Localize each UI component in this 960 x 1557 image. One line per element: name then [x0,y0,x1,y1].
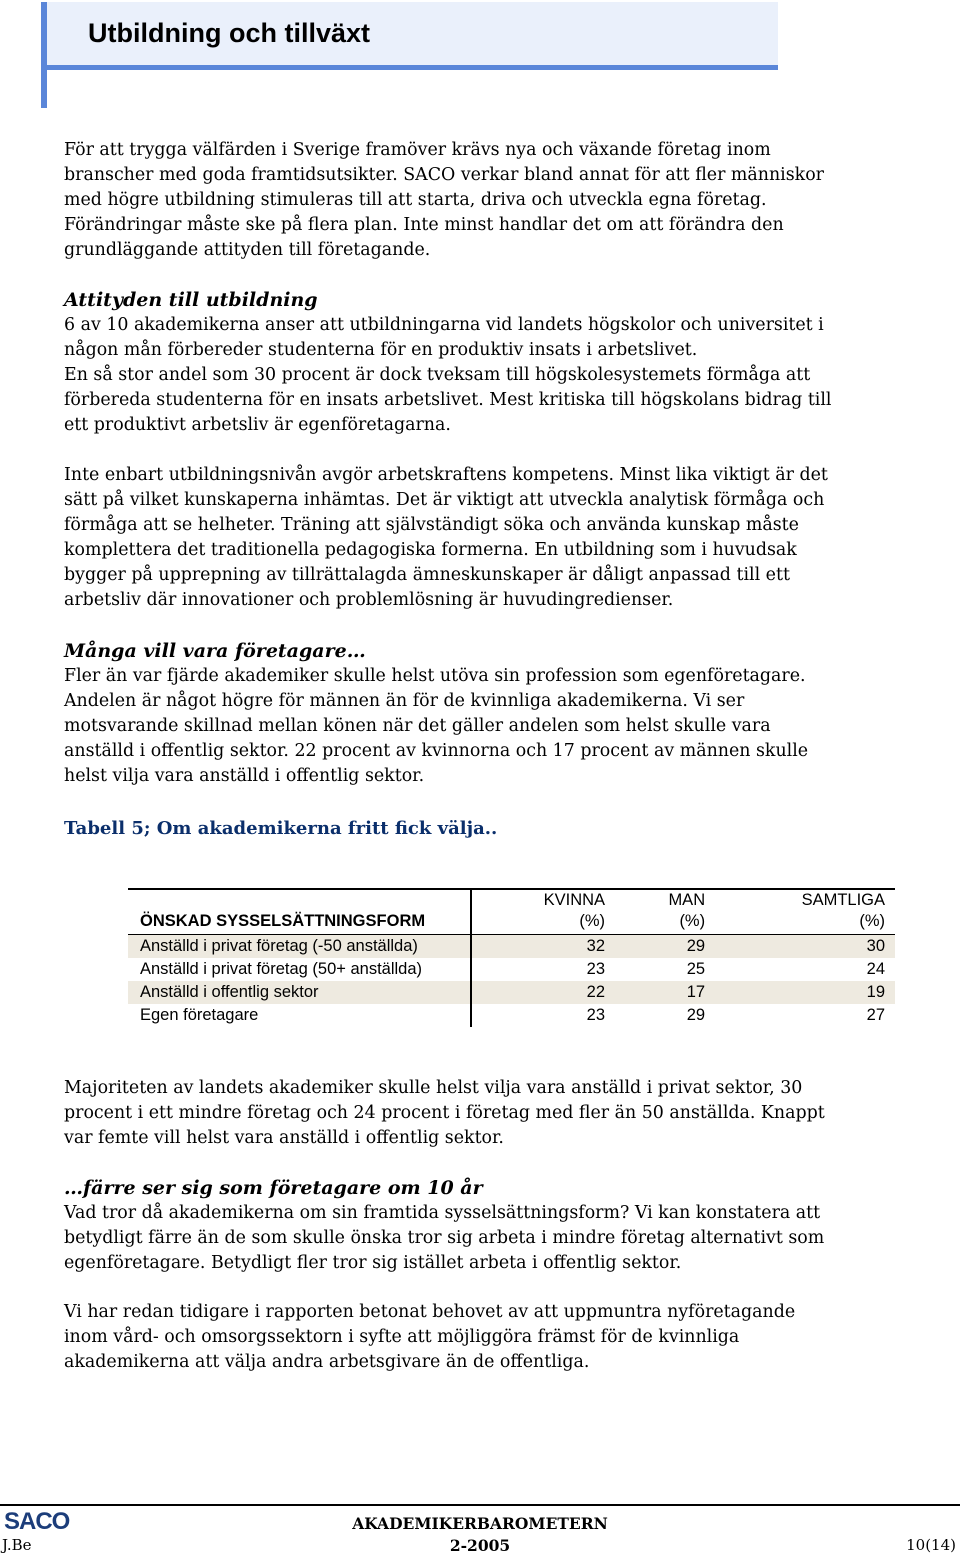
table-cell-man: 17 [615,981,715,1004]
table-header-man: MAN (%) [615,889,715,935]
table-cell-samtliga: 27 [866,1006,885,1024]
after-table-paragraph: Majoriteten av landets akademiker skulle helst vilja vara anställd i privat sektor, 30 procent i ett mindre företag och 24 procent i företag med fler än 50 anställda. Knappt var femte vill helst vara anställd i offentlig sektor. [64,1078,825,1148]
section-farre [64,1176,954,1276]
table-row [128,935,895,959]
saco-logo: SACO [4,1508,70,1535]
footer-publication: AKADEMIKERBAROMETERN [352,1514,608,1533]
section-attityden-paragraph-2: Inte enbart utbildningsnivån avgör arbetskraftens kompetens. Minst lika viktigt är det sätt på vilket kunskaperna inhämtas. Det är viktigt att utveckla analytisk förmåga och förmåga att se helheter. Träning att självständigt söka och använda kunskap måste komplettera det traditionella pedagogiska formerna. En utbildning som i huvudsak bygger på upprepning av tillrättalagda ämneskunskaper är dåligt anpassad till ett arbetsliv där innovationer och problemlösning är huvudingredienser. [64,465,828,610]
table-header-kvinna: KVINNA (%) [471,889,615,935]
section-farre-cont [64,1300,954,1375]
employment-preference-table [128,888,895,1027]
table-caption: Tabell 5; Om akademikerna fritt fick välja.. [64,818,498,839]
footer-page-number: 10(14) [906,1536,956,1554]
table-header-form: ÖNSKAD SYSSELSÄTTNINGSFORM [128,889,471,935]
section-attityden-paragraph-1: 6 av 10 akademikerna anser att utbildningarna vid landets högskolor och universitet i någon mån förbereder studenterna för en produktiv insats i arbetslivet. En så stor andel som 30 procent är dock tveksam till högskolesystemets förmåga att förbereda studenterna för en insats arbetslivet. Mest kritiska till högskolans bidrag till ett produktivt arbetsliv är egenföretagarna. [64,315,832,435]
section-attityden [64,288,954,438]
table-cell-label: Egen företagare [128,1004,471,1027]
table-cell-kvinna: 32 [471,935,615,959]
section-heading-farre: …färre ser sig som företagare om 10 år [64,1177,483,1199]
table-cell-samtliga: 24 [866,960,885,978]
table-row [128,981,895,1004]
table-cell-man: 25 [686,960,706,978]
after-table-block [64,1076,954,1151]
table-header-samtliga: SAMTLIGA (%) [715,889,895,935]
section-foretagare-paragraph: Fler än var fjärde akademiker skulle helst utöva sin profession som egenföretagare. Andelen är något högre för männen än för de kvinnliga akademikerna. Vi ser motsvarande skillnad mellan könen när det gäller andelen som helst skulle vara anställd i offentlig sektor. 22 procent av kvinnorna och 17 procent av männen skulle helst vilja vara anställd i offentlig sektor. [64,666,809,786]
table-cell-man: 29 [615,935,715,959]
footer-issue: 2-2005 [449,1536,511,1555]
table-cell-kvinna: 22 [471,981,615,1004]
section-foretagare [64,639,954,789]
intro-paragraph: För att trygga välfärden i Sverige framöver krävs nya och växande företag inom branscher med goda framtidsutsikter. SACO verkar bland annat för att fler människor med högre utbildning stimuleras till att starta, driva och utveckla egna företag. Förändringar måste ske på flera plan. Inte minst handlar det om att förändra den grundläggande attityden till företagande. [64,140,824,260]
table-cell-label: Anställd i privat företag (-50 anställda) [128,935,471,959]
section-heading-foretagare: Många vill vara företagare… [64,640,366,662]
table-row [128,1004,895,1027]
section-heading-attityden: Attityden till utbildning [64,289,318,311]
table-cell-kvinna: 23 [586,960,606,978]
section-farre-paragraph-1: Vad tror då akademikerna om sin framtida sysselsättningsform? Vi kan konstatera att betydligt färre än de som skulle önska tror sig arbeta i mindre företag alternativt som egenföretagare. Betydligt fler tror sig istället arbeta i offentlig sektor. [64,1203,825,1273]
table-cell-samtliga: 19 [715,981,895,1004]
page-title: Utbildning och tillväxt [88,18,370,48]
table-cell-man: 29 [686,1006,706,1024]
footer-author: J.Be [2,1536,32,1554]
table-row [128,958,895,981]
table-cell-label: Anställd i privat företag (50+ anställda) [128,958,471,981]
header-accent-bar [41,70,47,108]
table-cell-samtliga: 30 [715,935,895,959]
table-cell-label: Anställd i offentlig sektor [128,981,471,1004]
table-cell-kvinna: 23 [586,1006,606,1024]
footer-divider [0,1504,960,1506]
section-farre-paragraph-2: Vi har redan tidigare i rapporten betonat behovet av att uppmuntra nyföretagande inom vård- och omsorgssektorn i syfte att möjliggöra främst för de kvinnliga akademikerna att välja andra arbetsgivare än de offentliga. [64,1302,796,1372]
intro-block [64,138,954,263]
section-attityden-cont [64,463,954,613]
table-header-row [128,889,895,935]
